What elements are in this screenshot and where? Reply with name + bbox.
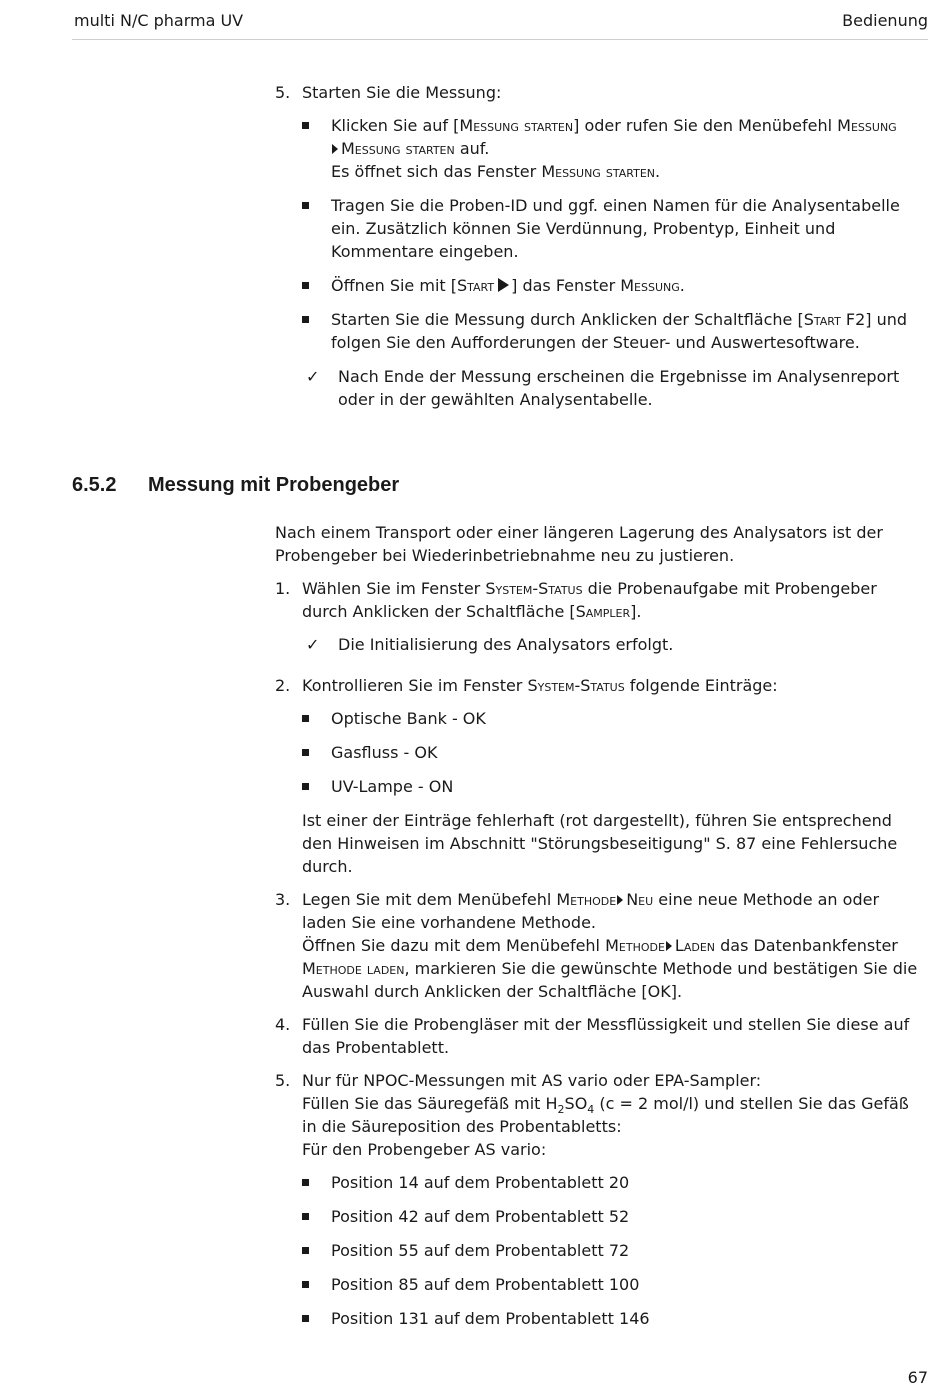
- note-paragraph: Ist einer der Einträge fehlerhaft (rot dargestellt), führen Sie entsprechend den Hinweisen im Abschnitt "Störungsbeseitigung" S. 87 eine Fehlersuche durch.: [302, 811, 898, 876]
- step-5: 5. Nur für NPOC-Messungen mit AS vario oder EPA-Sampler: Füllen Sie das Säuregefäß mit $H_2SO_4$ (c = 2 mol/l) und stellen Sie das Gefäß in die Säureposition des Probentabletts: Für den Probengeber AS vario: Position 14 auf dem Probentablett 20 Position 42 auf dem Probentablett 52 Position 55 auf dem Probentablett 72 Position 85 auf dem Probentablett 100 Position 131 auf dem Probentablett 146: [275, 1069, 925, 1330]
- bullet-item: Position 85 auf dem Probentablett 100: [302, 1273, 925, 1296]
- bullet-item: Position 131 auf dem Probentablett 146: [302, 1307, 925, 1330]
- result-item: ✓ Nach Ende der Messung erscheinen die Ergebnisse im Analysenreport oder in der gewählten Analysentabelle.: [306, 367, 900, 409]
- square-bullet-icon: [302, 1315, 309, 1322]
- step-3: 3. Legen Sie mit dem Menübefehl Methode Neu eine neue Methode an oder laden Sie eine vorhandene Methode. Öffnen Sie dazu mit dem Menübefehl Methode Laden das Datenbankfenster Methode laden, markieren Sie die gewünschte Methode und bestätigen Sie die Auswahl durch Anklicken der Schaltfläche [OK].: [275, 890, 918, 1001]
- bullet-list: [302, 707, 925, 798]
- step-1: 1. Wählen Sie im Fenster System-Status die Probenaufgabe mit Probengeber durch Anklicken der Schaltfläche [Sampler]. ✓ Die Initialisierung des Analysators erfolgt.: [275, 577, 925, 656]
- bullet-item: Klicken Sie auf [Messung starten] oder rufen Sie den Menübefehl Messung Messung starten auf. Es öffnet sich das Fenster Messung starten.: [302, 114, 925, 183]
- bullet-item: Position 14 auf dem Probentablett 20: [302, 1171, 925, 1194]
- bullet-item: Optische Bank - OK: [302, 707, 925, 730]
- bullet-item: Starten Sie die Messung durch Anklicken der Schaltfläche [Start F2] und folgen Sie den Aufforderungen der Steuer- und Auswertesoftware.: [302, 308, 925, 354]
- step-4: 4. Füllen Sie die Probengläser mit der Messflüssigkeit und stellen Sie diese auf das Probentablett.: [275, 1015, 910, 1057]
- square-bullet-icon: [302, 1213, 309, 1220]
- header-product-name: multi N/C pharma UV: [74, 11, 244, 30]
- section-number: 6.5.2: [72, 474, 117, 496]
- bullet-item: Tragen Sie die Proben-ID und ggf. einen Namen für die Analysentabelle ein. Zusätzlich können Sie Verdünnung, Probentyp, Einheit und Kommentare eingeben.: [302, 194, 925, 263]
- square-bullet-icon: [302, 783, 309, 790]
- square-bullet-icon: [302, 122, 309, 129]
- menu-arrow-icon: [666, 941, 672, 951]
- square-bullet-icon: [302, 1247, 309, 1254]
- result-item: ✓ Die Initialisierung des Analysators erfolgt.: [306, 635, 674, 654]
- intro-paragraph: Nach einem Transport oder einer längeren Lagerung des Analysators ist der Probengeber bei Wiederinbetriebnahme neu zu justieren.: [275, 523, 883, 565]
- menu-arrow-icon: [332, 144, 338, 154]
- page-number: 67: [907, 1368, 928, 1387]
- bullet-item: UV-Lampe - ON: [302, 775, 925, 798]
- bullet-list: [302, 1171, 925, 1330]
- bullet-item: Position 55 auf dem Probentablett 72: [302, 1239, 925, 1262]
- page-header: [72, 9, 928, 40]
- step-5-start-measurement: 5. Starten Sie die Messung: Klicken Sie auf [Messung starten] oder rufen Sie den Menübefehl Messung Messung starten auf. Es öffnet sich das Fenster Messung starten. Tragen Sie die Proben-ID und ggf. einen Namen für die Analysentabelle ein. Zusätzlich können Sie Verdünnung, Probentyp, Einheit und Kommentare eingeben. Öffnen Sie mit [Start ] das Fenster Messung. Starten Sie die Messung durch Anklicken der Schaltfläche [Start F2] und folgen Sie den Aufforderungen der Steuer- und Auswertesoftware. ✓ Nach Ende der Messung erscheinen die Ergebnisse im Analysenreport oder in der gewählten Analysentabelle.: [275, 81, 925, 411]
- section-title: Messung mit Probengeber: [148, 474, 400, 496]
- header-chapter-name: Bedienung: [842, 11, 928, 30]
- bullet-item: Gasfluss - OK: [302, 741, 925, 764]
- play-triangle-icon: [498, 278, 509, 292]
- bullet-list: [302, 114, 925, 411]
- section-heading: [72, 474, 399, 497]
- square-bullet-icon: [302, 1281, 309, 1288]
- square-bullet-icon: [302, 749, 309, 756]
- square-bullet-icon: [302, 715, 309, 722]
- section-body: [275, 521, 925, 1341]
- square-bullet-icon: [302, 316, 309, 323]
- bullet-item: Position 42 auf dem Probentablett 52: [302, 1205, 925, 1228]
- step-2: 2. Kontrollieren Sie im Fenster System-Status folgende Einträge: Optische Bank - OK Gasfluss - OK UV-Lampe - ON Ist einer der Einträge fehlerhaft (rot dargestellt), führen Sie entsprechend den Hinweisen im Abschnitt "Störungsbeseitigung" S. 87 eine Fehlersuche durch.: [275, 674, 925, 878]
- checkmark-icon: ✓: [306, 367, 320, 386]
- square-bullet-icon: [302, 282, 309, 289]
- checkmark-icon: ✓: [306, 635, 320, 654]
- step-list-continued: [275, 81, 925, 422]
- menu-arrow-icon: [617, 895, 623, 905]
- square-bullet-icon: [302, 202, 309, 209]
- square-bullet-icon: [302, 1179, 309, 1186]
- bullet-item: Öffnen Sie mit [Start ] das Fenster Messung.: [302, 274, 925, 297]
